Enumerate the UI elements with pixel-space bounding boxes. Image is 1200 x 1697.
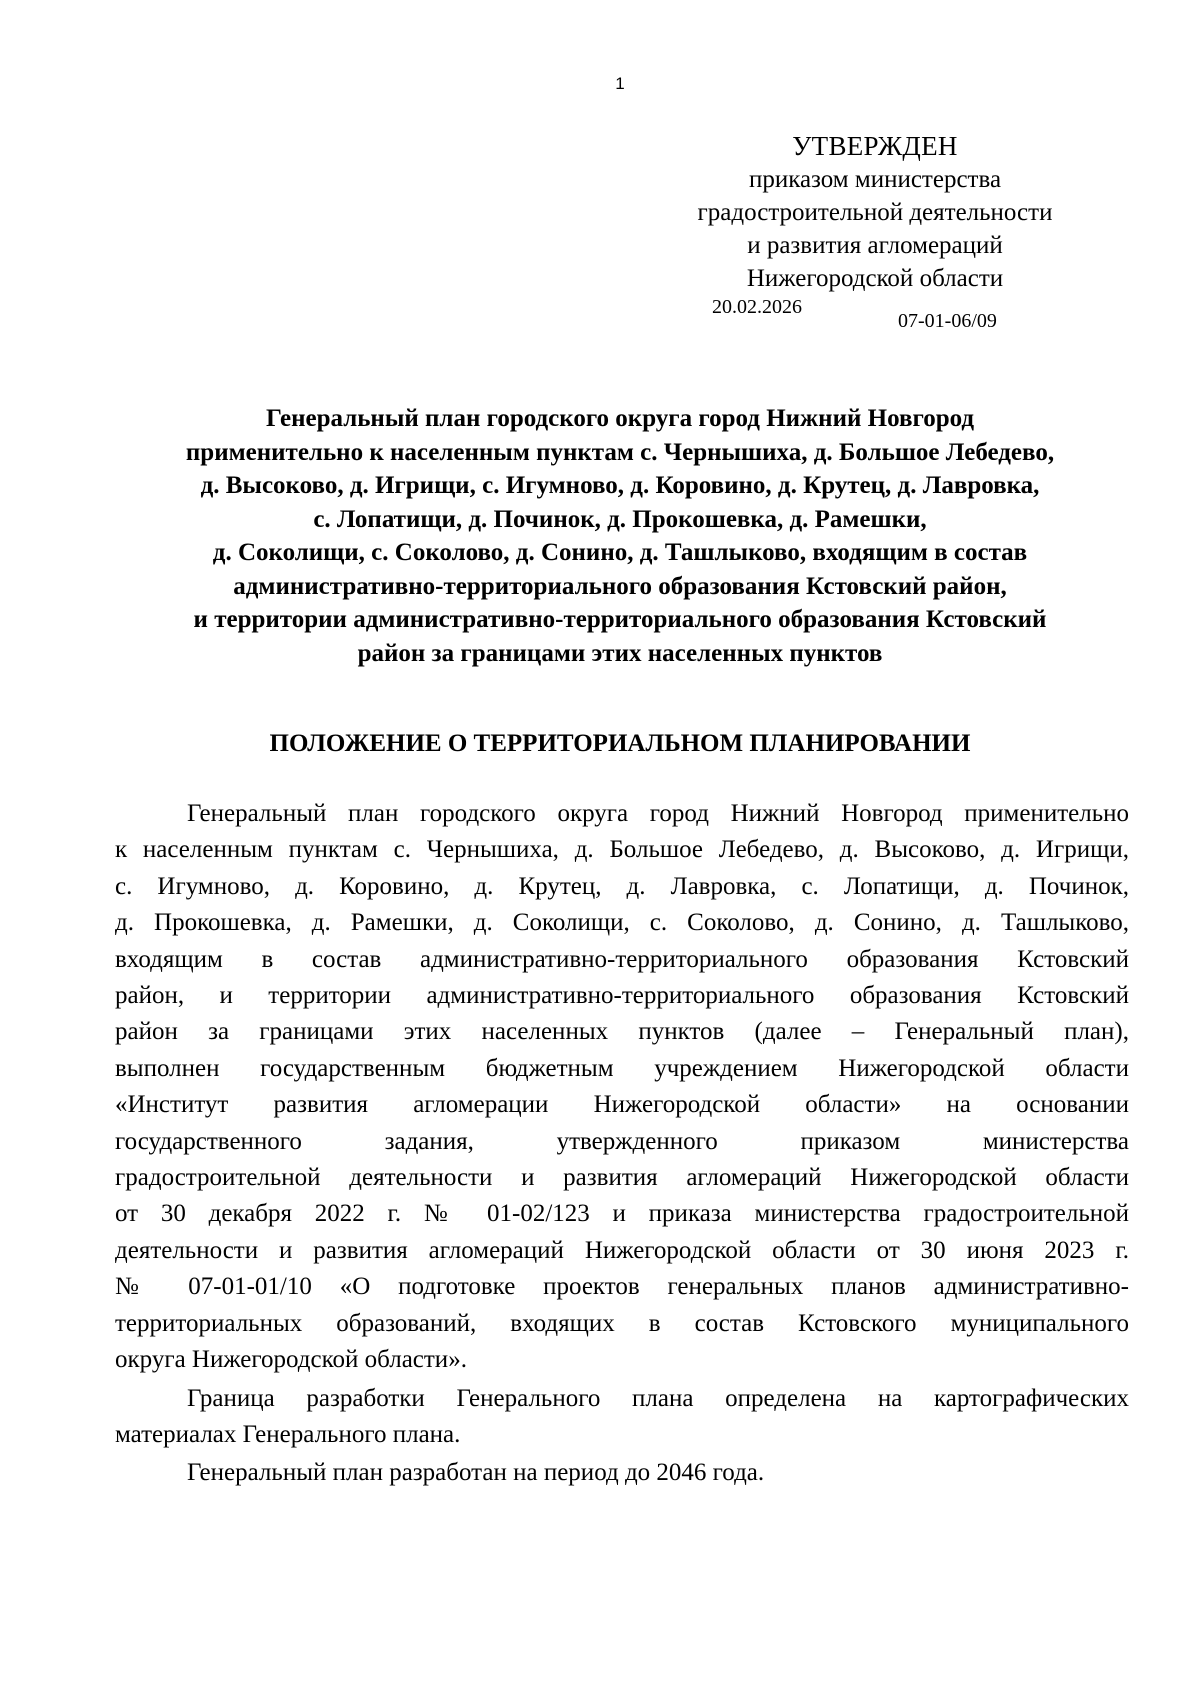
paragraph-1 [115,796,1129,1379]
document-title-line: административно-территориального образования Кстовский район, [233,572,1007,600]
approval-title: УТВЕРЖДЕН [792,131,958,161]
document-title [108,402,1132,670]
page-number: 1 [615,74,625,93]
document-title-line: д. Высоково, д. Игрищи, с. Игумново, д. Коровино, д. Крутец, д. Лавровка, [200,472,1040,499]
document-title-line: применительно к населенным пунктам с. Чернышиха, д. Большое Лебедево, [185,438,1055,466]
paragraph-line: «Институт развития агломерации Нижегородской области» на основании [115,1091,1129,1119]
paragraph-line: деятельности и развития агломераций Нижегородской области от 30 июня 2023 г. [115,1236,1129,1264]
document-title-line: район за границами этих населенных пунктов [357,639,883,667]
section-heading: ПОЛОЖЕНИЕ О ТЕРРИТОРИАЛЬНОМ ПЛАНИРОВАНИИ [269,730,971,757]
paragraph-line: территориальных образований, входящих в состав Кстовского муниципального [115,1309,1129,1337]
paragraph-line: д. Прокошевка, д. Рамешки, д. Соколищи, с. Соколово, д. Сонино, д. Ташлыково, [115,909,1129,937]
document-title-line: д. Соколищи, с. Соколово, д. Сонино, д. Ташлыково, входящим в состав [212,539,1028,566]
paragraph-line: с. Игумново, д. Коровино, д. Крутец, д. Лавровка, с. Лопатищи, д. Починок, [115,872,1129,900]
paragraph-line: к населенным пунктам с. Чернышиха, д. Большое Лебедево, д. Высоково, д. Игрищи, [115,836,1129,864]
paragraph-line: Генеральный план разработан на период до 2046 года. [187,1459,765,1487]
approval-number: 07-01-06/09 [898,310,997,332]
body-text [115,796,1129,1492]
document-title-line: Генеральный план городского округа город Нижний Новгород [265,405,975,432]
paragraph-3 [115,1455,1129,1491]
paragraph-line: от 30 декабря 2022 г. № 01-02/123 и приказа министерства градостроительной [115,1200,1129,1228]
paragraph-line: Граница разработки Генерального плана определена на картографических [187,1384,1129,1412]
approval-stamp [660,130,1090,295]
document-title-line: и территории административно-территориального образования Кстовский [193,606,1047,633]
approval-line: приказом министерства [748,166,1002,193]
approval-line: Нижегородской области [746,265,1004,292]
approval-line: и развития агломераций [747,232,1003,259]
document-title-line: с. Лопатищи, д. Починок, д. Прокошевка, д. Рамешки, [313,505,927,533]
paragraph-line: округа Нижегородской области». [115,1346,467,1374]
paragraph-line: район за границами этих населенных пунктов (далее – Генеральный план), [115,1018,1129,1046]
paragraph-line: выполнен государственным бюджетным учреждением Нижегородской области [115,1054,1129,1082]
paragraph-2 [115,1381,1129,1454]
paragraph-line: государственного задания, утвержденного приказом министерства [115,1127,1129,1155]
paragraph-line: входящим в состав административно-территориального образования Кстовский [115,945,1129,973]
paragraph-line: район, и территории административно-территориального образования Кстовский [115,982,1129,1010]
paragraph-line: Генеральный план городского округа город Нижний Новгород применительно [187,800,1129,827]
paragraph-line: материалах Генерального плана. [115,1420,461,1448]
approval-date: 20.02.2026 [712,296,802,318]
paragraph-line: № 07-01-01/10 «О подготовке проектов генеральных планов административно- [115,1273,1129,1301]
paragraph-line: градостроительной деятельности и развития агломераций Нижегородской области [115,1164,1129,1192]
approval-line: градостроительной деятельности [697,199,1053,226]
